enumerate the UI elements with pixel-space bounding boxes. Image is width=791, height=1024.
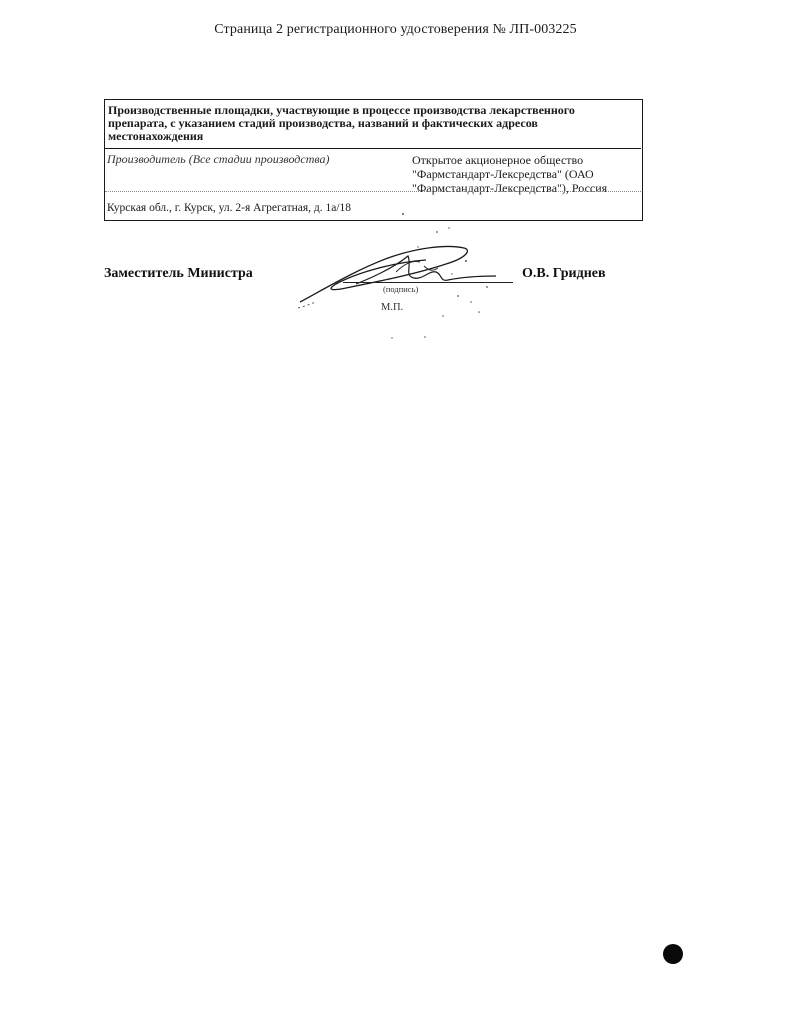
- stage-label: Производитель (Все стадии производства): [107, 152, 330, 166]
- stamp-mark: М.П.: [381, 302, 404, 313]
- signatory-name: О.В. Гриднев: [522, 266, 606, 281]
- table-heading: Производственные площадки, участвующие в процессе производства лекарственного препарата, с указанием стадий производства, названий и фактических адресов местонахождения: [108, 103, 575, 143]
- corner-dot: [663, 944, 683, 964]
- signature-caption: (подпись): [383, 284, 419, 294]
- manufacturer-address: Курская обл., г. Курск, ул. 2-я Агрегатная, д. 1а/18: [107, 202, 352, 214]
- signatory-position: Заместитель Министра: [104, 266, 253, 281]
- page-header: Страница 2 регистрационного удостоверения № ЛП-003225: [214, 22, 577, 37]
- manufacturer-name: Открытое акционерное общество "Фармстандарт-Лексредства" (ОАО "Фармстандарт-Лексредства"), Россия: [412, 153, 608, 195]
